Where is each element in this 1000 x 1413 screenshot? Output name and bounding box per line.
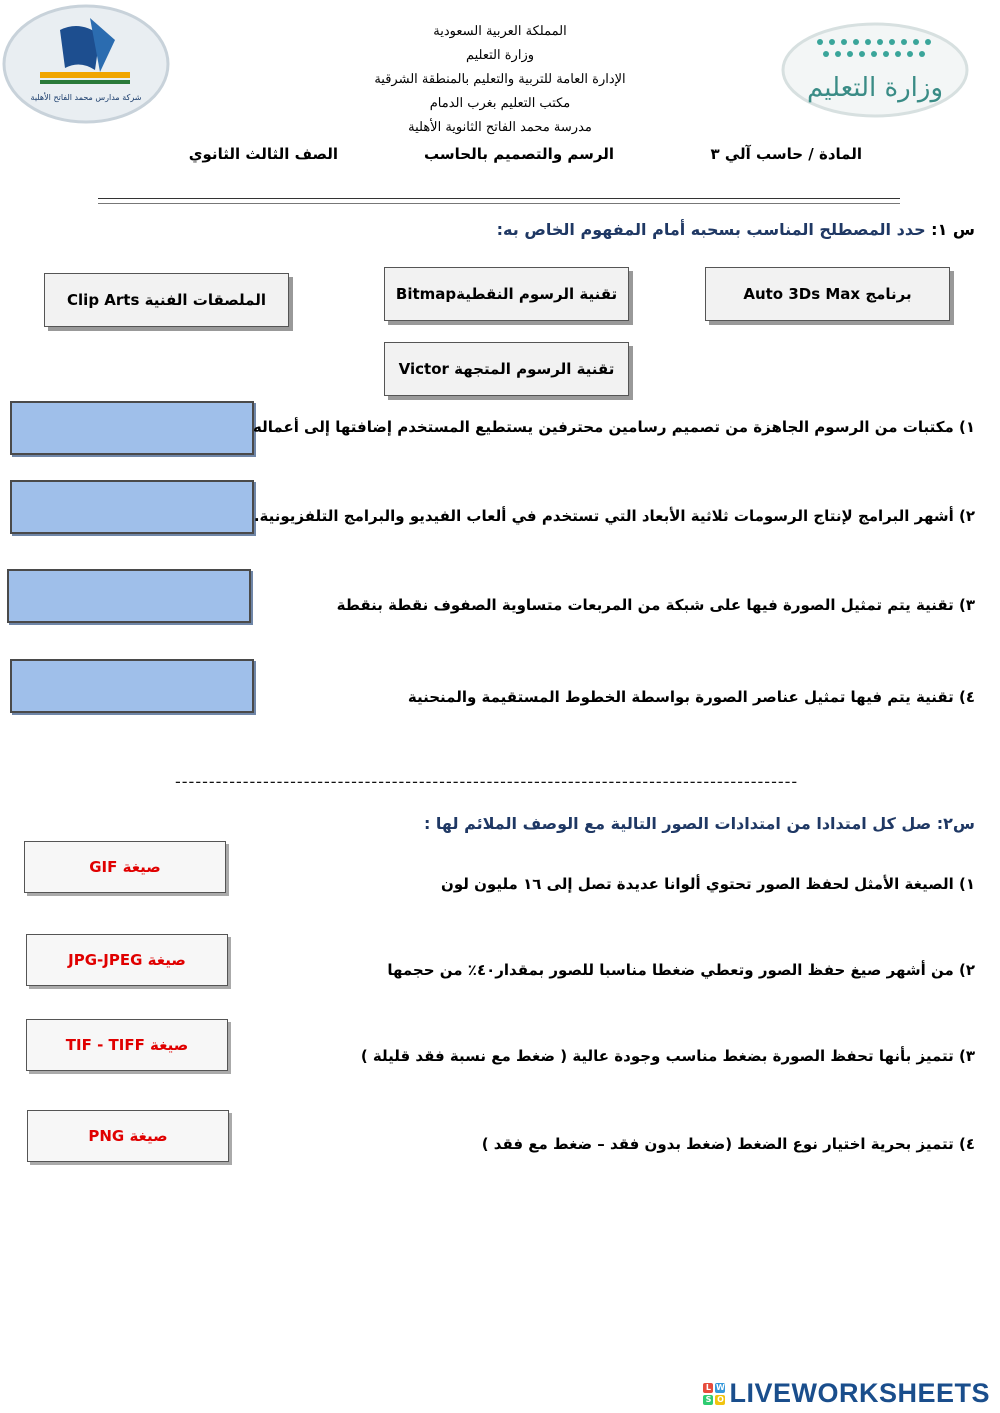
format-gif[interactable]: صيغة GIF [24, 841, 226, 893]
q1-title [497, 220, 975, 239]
unit-label: الرسم والتصميم بالحاسب [424, 145, 614, 163]
header-line-office: مكتب التعليم بغرب الدمام [429, 96, 571, 111]
term-clip-arts[interactable]: الملصقات الفنية Clip Arts [44, 273, 289, 327]
term-vector[interactable]: تقنية الرسوم المتجهة Victor [384, 342, 629, 396]
q2-number: س٢: [936, 814, 975, 833]
liveworksheets-logo-icon [703, 1383, 725, 1405]
q1-number: س ١: [931, 220, 975, 239]
q1-drop-zone-3[interactable] [7, 569, 251, 623]
header-line-country: المملكة العربية السعودية [433, 24, 567, 39]
brand-mark-tile: S [703, 1395, 713, 1405]
format-tif-tiff[interactable]: صيغة TIF - TIFF [26, 1019, 228, 1071]
q1-item-1: ١) مكتبات من الرسوم الجاهزة من تصميم رسامين محترفين يستطيع المستخدم إضافتها إلى أعماله [253, 418, 975, 436]
q1-drop-zone-4[interactable] [10, 659, 254, 713]
q1-item-2: ٢) أشهر البرامج لإنتاج الرسومات ثلاثية الأبعاد التي تستخدم في ألعاب الفيديو والبرامج التلفزيونية. [253, 507, 975, 525]
header-line-school: مدرسة محمد الفاتح الثانوية الأهلية [408, 120, 592, 135]
liveworksheets-brand [703, 1378, 990, 1409]
format-jpg-jpeg[interactable]: صيغة JPG-JPEG [26, 934, 228, 986]
header-divider [98, 198, 900, 199]
header-line-admin: الإدارة العامة للتربية والتعليم بالمنطقة الشرقية [374, 72, 626, 87]
ministry-logo [780, 20, 970, 120]
grade-label: الصف الثالث الثانوي [188, 145, 338, 163]
brand-mark-tile: L [703, 1383, 713, 1393]
school-logo [0, 0, 172, 128]
liveworksheets-wordmark: LIVEWORKSHEETS [729, 1378, 990, 1408]
q1-instruction: حدد المصطلح المناسب بسحبه أمام المفهوم الخاص به: [496, 220, 926, 239]
q2-item-2: ٢) من أشهر صيغ حفظ الصور وتعطي ضغطا مناسبا للصور بمقدار٤٠٪ من حجمها [387, 961, 975, 979]
q2-title [424, 814, 975, 833]
brand-mark-tile: O [717, 1394, 724, 1404]
subject-label: المادة / حاسب آلي ٣ [710, 145, 862, 163]
section-divider: -------------------------------------------------------------------------------------------- [175, 772, 799, 791]
brand-mark-tile: W [716, 1382, 725, 1392]
q1-drop-zone-1[interactable] [10, 401, 254, 455]
svg-text:وزارة التعليم: وزارة التعليم [806, 73, 944, 103]
q1-item-3: ٣) تقنية يتم تمثيل الصورة فيها على شبكة من المربعات متساوية الصفوف نقطة بنقطة [336, 596, 975, 614]
term-auto3dsmax[interactable]: برنامج Auto 3Ds Max [705, 267, 950, 321]
q2-instruction: صل كل امتدادا من امتدادات الصور التالية مع الوصف الملائم لها : [423, 814, 932, 833]
header-line-ministry: وزارة التعليم [465, 48, 535, 63]
q1-item-4: ٤) تقنية يتم فيها تمثيل عناصر الصورة بواسطة الخطوط المستقيمة والمنحنية [407, 688, 975, 706]
svg-text:شركة مدارس محمد الفاتح الأهلية: شركة مدارس محمد الفاتح الأهلية [30, 93, 142, 102]
q2-item-3: ٣) تتميز بأنها تحفظ الصورة بضغط مناسب وجودة عالية ( ضغط مع نسبة فقد قليلة ) [360, 1047, 975, 1065]
header-divider-secondary [98, 203, 900, 204]
term-bitmap[interactable]: تقنية الرسوم النقطيةBitmap [384, 267, 629, 321]
q2-item-4: ٤) تتميز بحرية اختيار نوع الضغط (ضغط بدون فقد – ضغط مع فقد ) [481, 1135, 975, 1153]
q1-drop-zone-2[interactable] [10, 480, 254, 534]
format-png[interactable]: صيغة PNG [27, 1110, 229, 1162]
q2-item-1: ١) الصيغة الأمثل لحفظ الصور تحتوي ألوانا عديدة تصل إلى ١٦ مليون لون [441, 875, 975, 893]
